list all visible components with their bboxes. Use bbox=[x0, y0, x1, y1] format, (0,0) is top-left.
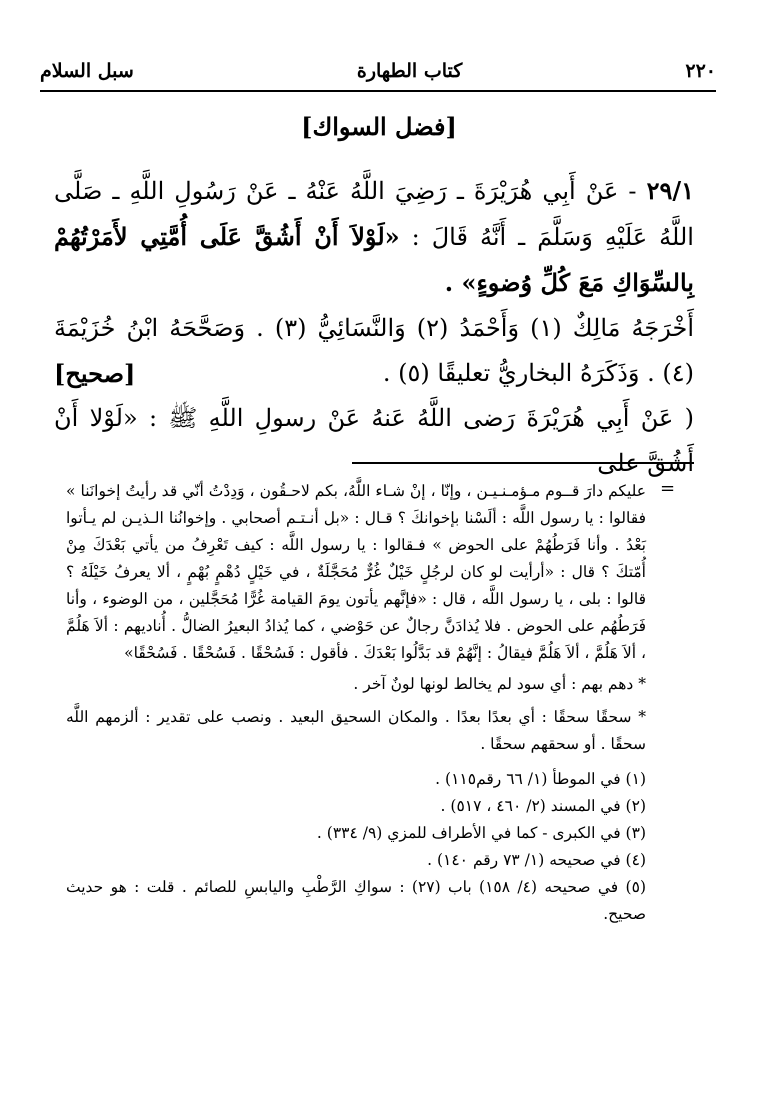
gloss-note: * سحقًا سحقًا : أي بعدًا بعدًا . والمكان السحيق البعيد . ونصب على تقدير : ألزمهم اللَّه سحقًا . أو سحقهم سحقًا . bbox=[66, 708, 646, 753]
footnote-item: (٣) في الكبرى - كما في الأطراف للمزي (٩/ ٣٣٤) . bbox=[316, 824, 646, 842]
book-title: سبل السلام bbox=[40, 60, 134, 82]
page-header bbox=[40, 56, 716, 86]
takhrij-text: أَخْرَجَهُ مَالِكٌ (١) وَأَحْمَدُ (٢) وَالنَّسَائِيُّ (٣) . وَصَحَّحَهُ ابْنُ خُزَيْمَةَ (٤) . وَذَكَرَهُ البخاريُّ تعليقًا (٥) . bbox=[54, 314, 695, 387]
takhrij-line bbox=[54, 306, 694, 396]
footnotes-area bbox=[66, 478, 646, 928]
footnote-item: (٤) في صحيحه (١/ ٧٣ رقم ١٤٠) . bbox=[427, 851, 646, 869]
header-divider bbox=[40, 90, 716, 92]
hadith-body: ٢٩/١ - عَنْ أَبِي هُرَيْرَةَ ـ رَضِيَ اللَّهُ عَنْهُ ـ عَنْ رَسُولِ اللَّهِ ـ صَلَّى اللَّهُ عَلَيْهِ وَسَلَّمَ ـ أَنَّهُ قَالَ : «لَوْلاَ أَنْ أَشُقَّ عَلَى أُمَّتِي لأَمَرْتُهُمْ بِالسِّوَاكِ مَعَ كُلِّ وُضوءٍ» . bbox=[54, 176, 694, 297]
grade-badge: [صحيح] bbox=[54, 359, 136, 388]
footnote-list bbox=[66, 766, 646, 928]
hadith-block bbox=[54, 168, 694, 486]
gloss-note: * دهم بهم : أي سود لم يخالط لونها لونٌ آخر . bbox=[353, 675, 646, 693]
footnote-divider bbox=[352, 462, 694, 464]
continuation-marker: = bbox=[660, 478, 676, 499]
footnote-hadith-text: عليكم دارَ قــوم مـؤمـنـيـن ، وإنّا ، إنْ شـاء اللَّهُ، بكم لاحـقُون ، وَدِدْتُ أنّي قد رأيتُ إخوانَنا » فقالوا : يا رسول اللَّه : ألَسْنا بإخوانكَ ؟ قـال : «بل أنـتـم أصحابي . وإخوانُنا الـذيـن لم يـأتوا بَعْدُ . وأنا فَرَطُهُمْ على الحوض » فـقالوا : يا رسول اللَّه : كيف تَعْرِفُ من يأتي بَعْدَكَ مِنْ أُمّتكَ ؟ قال : «أرأيت لو كان لرجُلٍ خَيْلٌ غُرٌّ مُحَجَّلَةٌ ، في خَيْلٍ دُهْمٍ بُهْمٍ ، ألا يعرفُ خَيْلَهُ ؟ قالوا : بلى ، يا رسول اللَّه ، قال : «فإنَّهم يأتون يومَ القيامة غُرًّا مُحَجَّلين ، من الوضوء ، وأنا فَرَطُهُم على الحوض . فلا يُذادَنَّ رجالٌ عن حَوْضي ، كما يُذادُ البعيرُ الضالُّ . أُناديهم : ألاَ هَلُمَّ ، ألاَ هَلُمَّ ، ألاَ هَلُمَّ فيقالُ : إنَّهُمْ قد بَدَّلُوا بَعْدَكَ . فأقول : فَسُحْقًا . فَسُحْقًا . فَسُحْقًا» bbox=[66, 482, 646, 662]
footnote-item: (٥) في صحيحه (٤/ ١٥٨) باب (٢٧) : سواكِ الرَّطْبِ واليابسِ للصائم . قلت : هو حديث صحيح. bbox=[66, 878, 646, 923]
hadith-chain: عَنْ أَبِي هُرَيْرَةَ ـ رَضِيَ اللَّهُ عَنْهُ ـ عَنْ رَسُولِ اللَّهِ ـ صَلَّى اللَّهُ عَلَيْهِ وَسَلَّمَ ـ أَنَّهُ قَالَ : bbox=[54, 177, 694, 251]
footnote-item: (١) في الموطأ (١/ ٦٦ رقم١١٥) . bbox=[435, 770, 646, 788]
section-title: [فضل السواك] bbox=[301, 112, 457, 141]
footnote-item: (٢) في المسند (٢/ ٤٦٠ ، ٥١٧) . bbox=[440, 797, 646, 815]
page-number: ٢٢٠ bbox=[685, 60, 716, 82]
chapter-title: كتاب الطهارة bbox=[356, 60, 463, 82]
hadith-number: ٢٩/١ bbox=[646, 176, 694, 205]
commentary-continuation: ( عَنْ أَبِي هُرَيْرَةَ رَضى اللَّهُ عَنهُ عَنْ رسولِ اللَّهِ ﷺ : «لَوْلا أَنْ أَشُقَّ على bbox=[54, 404, 694, 477]
hadith-quote: «لَوْلاَ أَنْ أَشُقَّ عَلَى أُمَّتِي لأَمَرْتُهُمْ بِالسِّوَاكِ مَعَ كُلِّ وُضوءٍ» . bbox=[54, 222, 694, 297]
